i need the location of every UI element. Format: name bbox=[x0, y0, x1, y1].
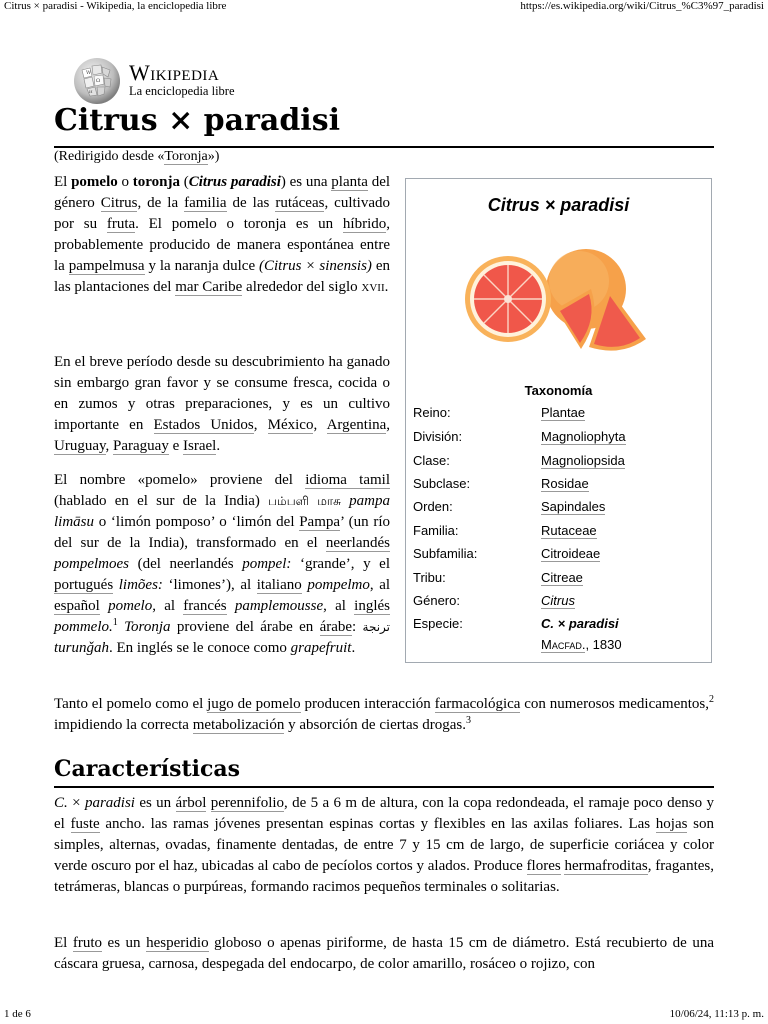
link-portugues[interactable]: portugués bbox=[54, 577, 114, 593]
link-magnoliophyta[interactable]: Magnoliophyta bbox=[541, 429, 626, 444]
link-jugo-de-pomelo[interactable]: jugo de pomelo bbox=[207, 696, 301, 712]
print-header-title: Citrus × paradisi - Wikipedia, la enciclopedia libre bbox=[4, 0, 227, 12]
link-italiano[interactable]: italiano bbox=[256, 577, 302, 593]
page-title: Citrus × paradisi bbox=[54, 103, 340, 138]
print-header-url: https://es.wikipedia.org/wiki/Citrus_%C3%97_paradisi bbox=[520, 0, 764, 12]
print-datetime: 10/06/24, 11:13 p. m. bbox=[669, 1008, 764, 1020]
link-metabolizacion[interactable]: metabolización bbox=[192, 717, 285, 733]
interaction-paragraph: Tanto el pomelo como el jugo de pomelo producen interacción farmacológica con numerosos medicamentos,$^2$ impidiendo la correcta metabolización y absorción de ciertas drogas.$^3$ bbox=[54, 694, 714, 733]
link-hermafroditas[interactable]: hermafroditas bbox=[564, 858, 648, 874]
taxonomy-row-especie: Especie: C. × paradisi bbox=[413, 616, 619, 631]
link-neerlandes[interactable]: neerlandés bbox=[325, 535, 390, 551]
link-familia[interactable]: familia bbox=[184, 195, 227, 211]
characteristics-paragraph-1: C. × paradisi es un árbol perennifolio, de 5 a 6 m de altura, con la copa redondeada, el ramaje poco denso y el fuste ancho. las ramas jóvenes presentan espinas cortas y flexibles en las axilas foliares. Las hojas son simples, alternas, ovadas, finamente dentadas, de entre 7 y 15 cm de largo, de superficie coriácea y color verde oscuro por el haz, ubicadas al cabo de pecíolos cortos y alados. Produce flores hermafroditas, fragantes, tetrámeras, blancas o purpúreas, formando racimos pequeños terminales o solitarias. bbox=[54, 795, 715, 895]
section-rule bbox=[54, 786, 714, 788]
infobox-title: Citrus × paradisi bbox=[487, 195, 630, 215]
taxonomy-row-tribu: Tribu: Citreae bbox=[413, 570, 583, 585]
reference-1[interactable]: 1 bbox=[112, 617, 118, 628]
link-pampa[interactable]: Pampa bbox=[299, 514, 341, 530]
wikipedia-tagline: La enciclopedia libre bbox=[129, 84, 235, 98]
svg-text:W: W bbox=[86, 70, 92, 76]
wikipedia-logo[interactable] bbox=[72, 56, 252, 106]
link-sapindales[interactable]: Sapindales bbox=[541, 499, 606, 514]
intro-paragraph-2: En el breve período desde su descubrimiento ha ganado sin embargo gran favor y se consume fresca, cocida o en zumos y otras preparaciones, y es un cultivo importante en Estados Unidos, México, Argentina, Uruguay, Paraguay e Israel. bbox=[54, 354, 391, 454]
link-arabe[interactable]: árabe bbox=[319, 619, 353, 635]
characteristics-paragraph-2: El fruto es un hesperidio globoso o apenas piriforme, de hasta 15 cm de diámetro. Está recubierto de una cáscara gruesa, carnosa, despegada del endocarpo, de color amarillo, rosáceo o rojizo, con bbox=[54, 935, 714, 972]
wikipedia-globe-icon bbox=[72, 56, 122, 106]
redirect-link[interactable]: Toronja bbox=[164, 149, 208, 164]
intro-paragraph-3: El nombre «pomelo» proviene del idioma tamil (hablado en el sur de la India) பம்பளி மாசு pampa limāsu o ‘limón pomposo’ o ‘limón del Pampa’ (un río del sur de la India), transformado en el neerlandés pompelmoes (del neerlandés pompel: ‘grande’, y el portugués limões: ‘limones’), al italiano pompelmo, al español pomelo, al francés pamplemousse, al inglés pommelo.$^1$ Toronja proviene del árabe en árabe: ترنجة turunǧah. En inglés se le conoce como grapefruit. bbox=[54, 472, 391, 656]
redirect-prefix: (Redirigido desde « bbox=[54, 149, 165, 164]
section-heading-caracteristicas: Características bbox=[54, 756, 241, 782]
link-macfad[interactable]: Macfad. bbox=[541, 637, 586, 652]
svg-text:Ω: Ω bbox=[96, 78, 101, 84]
link-citroideae[interactable]: Citroideae bbox=[541, 546, 601, 561]
reference-3[interactable]: 3 bbox=[465, 715, 471, 726]
link-arbol[interactable]: árbol bbox=[175, 795, 207, 811]
link-espanol[interactable]: español bbox=[54, 598, 100, 614]
link-estados-unidos[interactable]: Estados Unidos bbox=[153, 417, 254, 433]
taxonomy-row-orden: Orden: Sapindales bbox=[413, 499, 606, 514]
link-mar-caribe[interactable]: mar Caribe bbox=[175, 279, 243, 295]
link-ingles[interactable]: inglés bbox=[354, 598, 391, 614]
link-farmacologica[interactable]: farmacológica bbox=[434, 696, 521, 712]
title-rule bbox=[54, 146, 714, 148]
species-authority: Macfad., 1830 bbox=[541, 637, 622, 652]
link-hesperidio[interactable]: hesperidio bbox=[146, 935, 209, 951]
link-planta[interactable]: planta bbox=[331, 174, 368, 190]
link-idioma-tamil[interactable]: idioma tamil bbox=[305, 472, 390, 488]
taxonomy-row-subfamilia: Subfamilia: Citroideae bbox=[413, 546, 601, 561]
link-argentina[interactable]: Argentina bbox=[326, 417, 387, 433]
link-citreae[interactable]: Citreae bbox=[541, 570, 583, 585]
taxonomy-row-familia: Familia: Rutaceae bbox=[413, 523, 597, 538]
link-citrus[interactable]: Citrus bbox=[100, 195, 138, 211]
link-magnoliopsida[interactable]: Magnoliopsida bbox=[541, 453, 625, 468]
link-hojas[interactable]: hojas bbox=[655, 816, 688, 832]
print-header bbox=[0, 0, 768, 14]
wikipedia-wordmark: Wikipedia bbox=[129, 60, 220, 85]
reference-2[interactable]: 2 bbox=[709, 694, 714, 705]
link-mexico[interactable]: México bbox=[267, 417, 314, 433]
taxonomy-infobox bbox=[405, 178, 712, 663]
link-rosidae[interactable]: Rosidae bbox=[541, 476, 589, 491]
taxonomy-row-genero: Género: Citrus bbox=[413, 593, 575, 608]
intro-paragraph-1: El pomelo o toronja (Citrus paradisi) es una planta del género Citrus, de la familia de las rutáceas, cultivado por su fruta. El pomelo o toronja es un híbrido, probablemente producido de manera espontánea entre la pampelmusa y la naranja dulce (Citrus × sinensis) en las plantaciones del mar Caribe alrededor del siglo xvii. bbox=[54, 174, 391, 295]
svg-text:И: И bbox=[89, 89, 93, 94]
link-plantae[interactable]: Plantae bbox=[541, 405, 586, 420]
taxonomy-row-clase: Clase: Magnoliopsida bbox=[413, 453, 625, 468]
taxonomy-row-subclase: Subclase: Rosidae bbox=[413, 476, 589, 491]
print-footer bbox=[0, 1008, 768, 1022]
grapefruit-photo[interactable] bbox=[461, 249, 661, 361]
infobox-taxonomy-header: Taxonomía bbox=[524, 383, 593, 398]
taxonomy-row-reino: Reino: Plantae bbox=[413, 405, 586, 420]
link-paraguay[interactable]: Paraguay bbox=[113, 438, 169, 454]
link-perennifolio[interactable]: perennifolio bbox=[210, 795, 285, 811]
link-fuste[interactable]: fuste bbox=[70, 816, 100, 832]
link-frances[interactable]: francés bbox=[183, 598, 227, 614]
link-citrus-genus[interactable]: Citrus bbox=[541, 593, 575, 608]
redirect-note bbox=[54, 149, 219, 165]
link-rutaceas[interactable]: rutáceas bbox=[275, 195, 325, 211]
link-flores[interactable]: flores bbox=[526, 858, 561, 874]
taxonomy-row-division: División: Magnoliophyta bbox=[413, 429, 626, 444]
link-hibrido[interactable]: híbrido bbox=[342, 216, 387, 232]
link-fruto[interactable]: fruto bbox=[72, 935, 103, 951]
link-rutaceae[interactable]: Rutaceae bbox=[541, 523, 597, 538]
link-fruta[interactable]: fruta bbox=[106, 216, 136, 232]
link-israel[interactable]: Israel bbox=[183, 438, 217, 454]
link-pampelmusa[interactable]: pampelmusa bbox=[68, 258, 145, 274]
link-uruguay[interactable]: Uruguay bbox=[54, 438, 106, 454]
redirect-suffix: ») bbox=[207, 149, 220, 164]
page-counter: 1 de 6 bbox=[4, 1008, 31, 1020]
